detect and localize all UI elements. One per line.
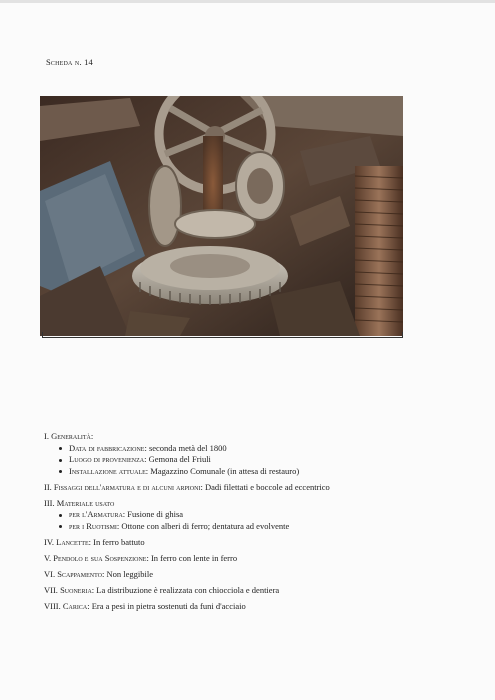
item-value: Magazzino Comunale (in attesa di restauro)	[148, 465, 300, 476]
section-text: Non leggibile	[104, 568, 153, 579]
section-7	[44, 585, 464, 597]
section-heading: Materiale usato	[56, 497, 115, 508]
section-items	[44, 443, 464, 478]
specifications-list	[44, 431, 464, 617]
item-label: Data di fabbricazione:	[69, 442, 147, 453]
section-text: In ferro con lente in ferro	[148, 552, 238, 563]
section-2	[44, 482, 464, 494]
section-4	[44, 537, 464, 549]
section-text: In ferro battuto	[91, 536, 145, 547]
section-text: La distribuzione è realizzata con chiocciola e dentiera	[94, 584, 280, 595]
list-item	[58, 466, 464, 478]
item-label: Installazione attuale:	[69, 465, 149, 476]
section-number: V.	[44, 552, 52, 563]
section-heading: Generalità:	[51, 431, 94, 441]
section-text: Era a pesi in pietra sostenuti da funi d'acciaio	[89, 600, 246, 611]
item-value: Ottone con alberi di ferro; dentatura ad evolvente	[119, 520, 290, 531]
item-value: Gemona del Friuli	[146, 454, 211, 464]
item-value: seconda metà del 1800	[146, 442, 227, 453]
section-number: VIII.	[44, 600, 61, 611]
item-label: per l'Armatura:	[69, 509, 126, 519]
list-item	[58, 454, 464, 466]
item-label: per i Ruotismi:	[69, 520, 120, 531]
sheet-label: Scheda n. 14	[46, 57, 94, 67]
section-heading: Lancette:	[56, 536, 92, 547]
section-heading: Pendolo e sua Sospenzione:	[53, 552, 149, 563]
section-heading: Suoneria:	[60, 584, 95, 595]
section-3	[44, 498, 464, 533]
photo-frame-tick-left	[42, 332, 43, 338]
section-number: VII.	[44, 584, 58, 595]
item-label: Luogo di provenienza:	[69, 454, 147, 464]
list-item	[58, 443, 464, 455]
list-item	[58, 521, 464, 533]
photo-frame-line	[42, 337, 403, 338]
section-items	[44, 509, 464, 532]
section-number: III.	[44, 497, 55, 508]
section-6	[44, 569, 464, 581]
section-heading: Scappamento:	[57, 568, 105, 579]
scan-edge	[0, 0, 495, 3]
section-1	[44, 431, 464, 477]
section-number: VI.	[44, 568, 56, 579]
section-text: Dadi filettati e boccole ad eccentrico	[202, 481, 330, 492]
section-number: IV.	[44, 536, 54, 547]
item-value: Fusione di ghisa	[125, 509, 184, 519]
section-number: II.	[44, 481, 52, 492]
section-heading: Fissaggi dell'armatura e di alcuni arpioni:	[53, 481, 203, 492]
photo-frame-tick-right	[402, 332, 403, 338]
section-number: I.	[44, 431, 49, 441]
list-item	[58, 509, 464, 521]
photo-frame	[40, 96, 403, 342]
rusted-gear-mechanism-photo	[40, 96, 403, 336]
section-8	[44, 601, 464, 613]
section-5	[44, 553, 464, 565]
section-heading: Carica:	[62, 600, 90, 611]
